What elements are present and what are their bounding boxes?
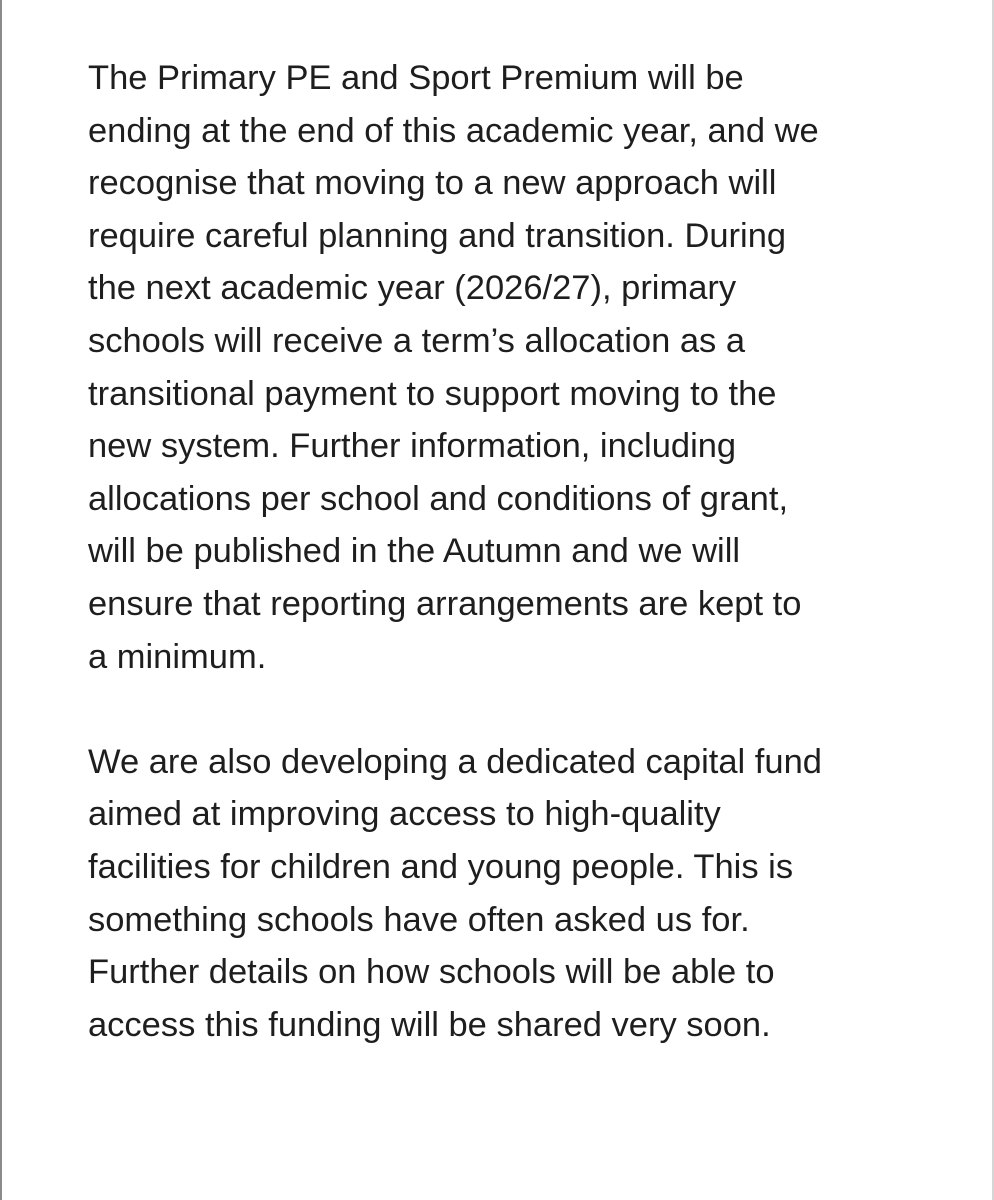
document-body <box>88 52 948 1051</box>
text-line: the next academic year (2026/27), primary <box>88 269 737 308</box>
text-line: facilities for children and young people. This is <box>88 847 794 886</box>
text-line: transitional payment to support moving to the <box>88 374 777 413</box>
text-line: The Primary PE and Sport Premium will be <box>88 59 744 97</box>
text-line: Further details on how schools will be able to <box>88 953 775 992</box>
text-line: We are also developing a dedicated capital fund <box>88 742 822 781</box>
text-line: aimed at improving access to high-quality <box>88 795 721 834</box>
text-line: ending at the end of this academic year, and we <box>88 111 819 150</box>
text-line: allocations per school and conditions of grant, <box>88 479 789 518</box>
text-line: something schools have often asked us for. <box>88 900 750 939</box>
text-line: require careful planning and transition. During <box>88 216 787 255</box>
text-line: access this funding will be shared very soon. <box>88 1005 771 1044</box>
text-line: will be published in the Autumn and we will <box>88 532 741 571</box>
text-line: a minimum. <box>88 637 267 676</box>
paragraph-spacer <box>88 683 948 736</box>
paragraph-pe-sport-premium <box>88 52 948 683</box>
text-line: schools will receive a term’s allocation as a <box>88 321 746 360</box>
text-line: recognise that moving to a new approach will <box>88 164 777 203</box>
paragraph-capital-fund <box>88 736 948 1052</box>
text-line: new system. Further information, including <box>88 427 737 466</box>
text-line: ensure that reporting arrangements are kept to <box>88 584 802 623</box>
